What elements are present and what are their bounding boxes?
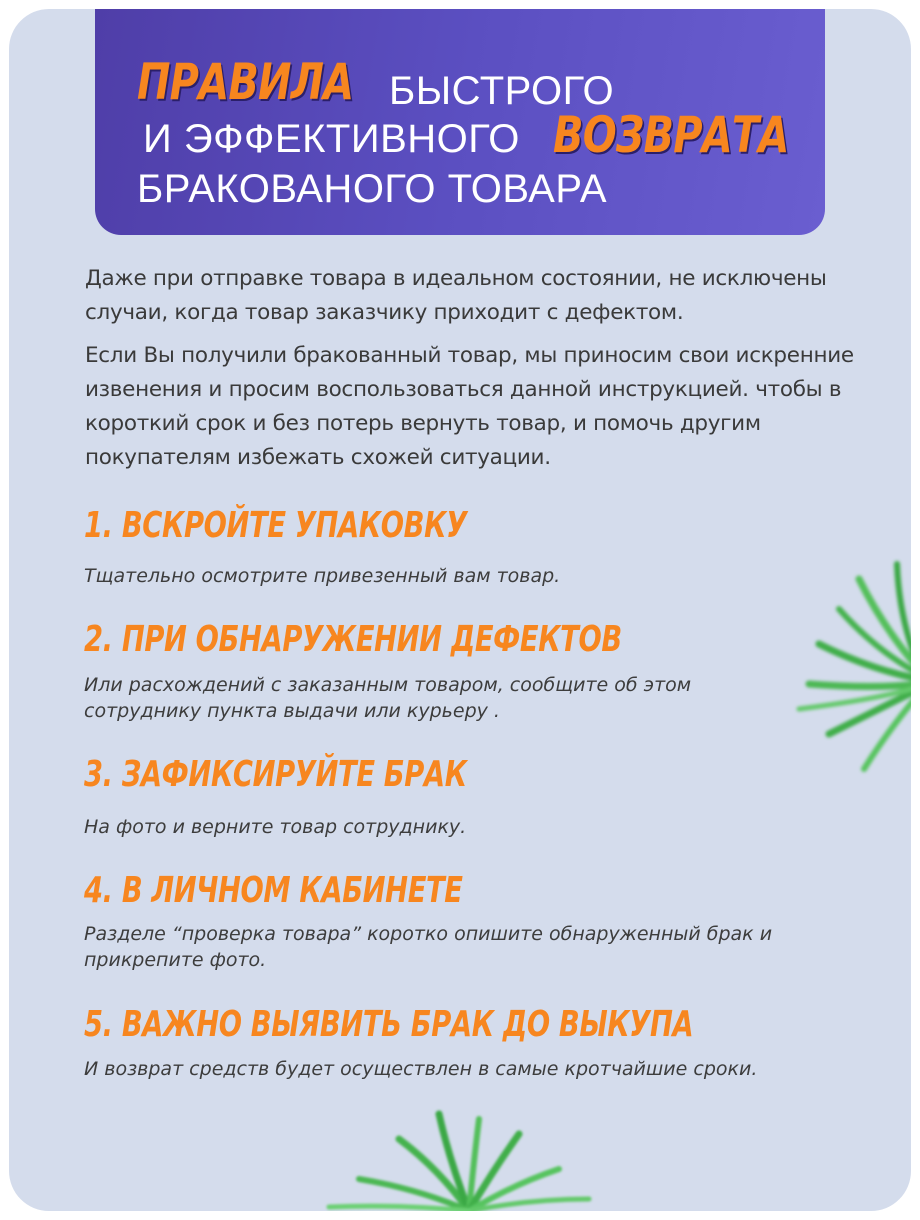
intro-paragraph-1: Даже при отправке товара в идеальном состоянии, не исключены случаи, когда товар заказчику приходит с дефектом. xyxy=(85,266,827,325)
step-1-text: Тщательно осмотрите привезенный вам товар. xyxy=(84,565,561,587)
step-3-text: На фото и верните товар сотруднику. xyxy=(84,816,467,838)
step-5-text: И возврат средств будет осуществлен в самые кротчайшие сроки. xyxy=(84,1058,758,1080)
title-line-brakovanogo: БРАКОВАНОГО ТОВАРА xyxy=(137,167,608,211)
step-5-title: 5. ВАЖНО ВЫЯВИТЬ БРАК ДО ВЫКУПА xyxy=(84,1004,694,1045)
step-4-text: Разделе “проверка товара” коротко опишите обнаруженный брак и прикрепите фото. xyxy=(84,923,773,971)
title-word-pravila: ПРАВИЛА xyxy=(137,53,354,111)
intro-paragraph-2: Если Вы получили бракованный товар, мы приносим свои искренние извенения и просим воспользоваться данной инструкцией. чтобы в короткий срок и без потерь вернуть товар, и помочь другим покупателям избежать схожей ситуации. xyxy=(85,343,854,470)
step-1-title: 1. ВСКРОЙТЕ УПАКОВКУ xyxy=(84,505,467,546)
step-2-title: 2. ПРИ ОБНАРУЖЕНИИ ДЕФЕКТОВ xyxy=(84,619,622,660)
title-word-bystrogo: БЫСТРОГО xyxy=(389,69,615,113)
header-banner xyxy=(95,9,825,235)
palm-leaf-icon xyxy=(779,549,911,779)
title-line-effektivnogo: И ЭФФЕКТИВНОГО xyxy=(143,117,520,161)
palm-leaf-icon xyxy=(289,1099,629,1211)
step-2-text: Или расхождений с заказанным товаром, сообщите об этом сотруднику пункта выдачи или курьеру . xyxy=(84,674,692,722)
title-word-vozvrata: ВОЗВРАТА xyxy=(553,106,789,164)
instruction-card xyxy=(9,9,911,1211)
step-3-title: 3. ЗАФИКСИРУЙТЕ БРАК xyxy=(84,754,467,795)
step-4-title: 4. В ЛИЧНОМ КАБИНЕТЕ xyxy=(84,870,463,911)
